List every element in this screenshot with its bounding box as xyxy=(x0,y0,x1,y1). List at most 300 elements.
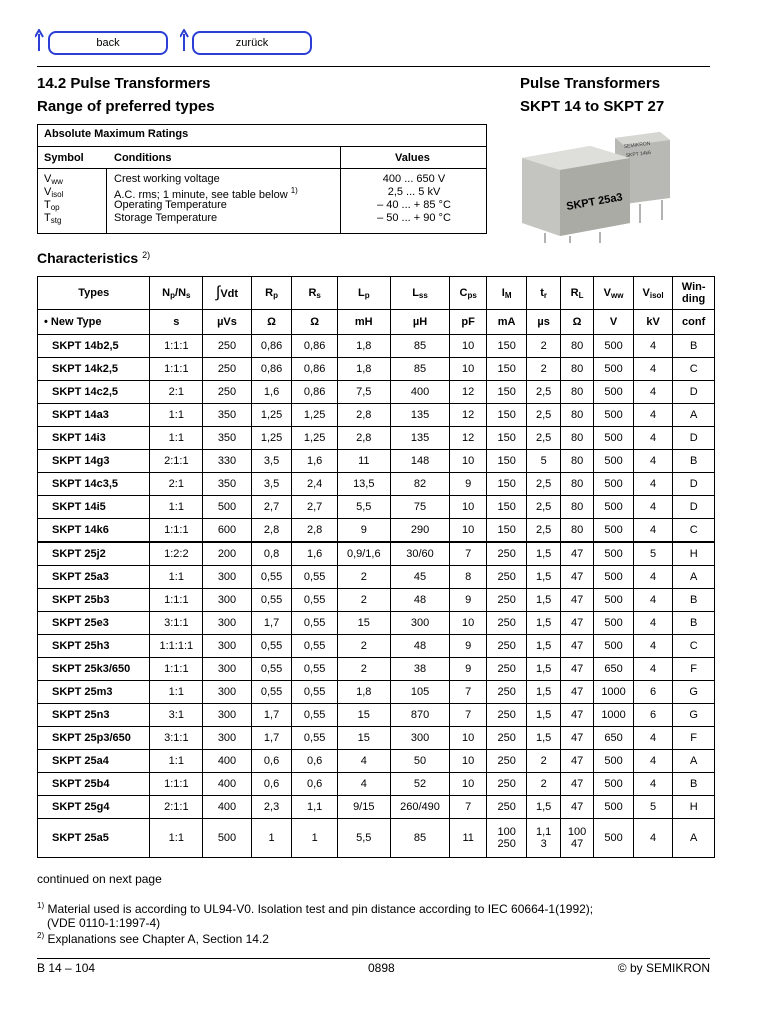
table-cell: 47 xyxy=(560,635,593,658)
table-row xyxy=(38,612,715,635)
table-cell: 0,86 xyxy=(251,335,292,358)
back-arrow-icon xyxy=(35,29,47,51)
table-cell: 5,5 xyxy=(337,819,390,858)
table-cell: A xyxy=(673,566,715,589)
table-cell: 4 xyxy=(337,773,390,796)
table-row xyxy=(38,542,715,566)
table-cell: SKPT 14i3 xyxy=(38,427,150,450)
table-cell: SKPT 25b3 xyxy=(38,589,150,612)
table-cell: B xyxy=(673,773,715,796)
header-4: $R_s$ xyxy=(292,277,338,310)
table-cell: 47 xyxy=(560,750,593,773)
table-cell: 47 xyxy=(560,542,593,566)
table-cell: 10 xyxy=(450,358,486,381)
table-cell: 500 xyxy=(594,519,634,543)
table-cell: SKPT 14c2,5 xyxy=(38,381,150,404)
table-cell: 2:1:1 xyxy=(150,450,203,473)
header-13: Win- ding xyxy=(673,277,715,310)
footnote-2: $^{2)}$ Explanations see Chapter A, Section 14.2 xyxy=(37,931,269,946)
amr-value: – 40 ... + 85 °C xyxy=(377,199,451,211)
table-cell: G xyxy=(673,704,715,727)
table-cell: 2,5 xyxy=(527,427,560,450)
table-cell: SKPT 14a3 xyxy=(38,404,150,427)
table-cell: 5 xyxy=(527,450,560,473)
table-cell: 1,25 xyxy=(251,404,292,427)
table-cell: 4 xyxy=(633,473,673,496)
table-cell: 500 xyxy=(594,496,634,519)
header-7: $C_{ps}$ xyxy=(450,277,486,310)
table-cell: 38 xyxy=(390,658,450,681)
amr-symbol: $V_{ww}$ xyxy=(44,173,63,186)
table-cell: A xyxy=(673,819,715,858)
table-cell: 300 xyxy=(203,658,252,681)
table-cell: 0,55 xyxy=(292,566,338,589)
table-cell: 650 xyxy=(594,658,634,681)
table-cell: 4 xyxy=(633,635,673,658)
table-cell: 500 xyxy=(594,450,634,473)
table-cell: 148 xyxy=(390,450,450,473)
table-cell: 1,6 xyxy=(292,450,338,473)
page-number: B 14 – 104 xyxy=(37,961,96,975)
photo-label-front: SKPT 25a3 xyxy=(565,191,624,213)
unit-1: s xyxy=(150,310,203,335)
photo-label-back-2: SKPT 14k6 xyxy=(625,149,652,159)
unit-6: µH xyxy=(390,310,450,335)
table-cell: 300 xyxy=(390,612,450,635)
table-cell: SKPT 25p3/650 xyxy=(38,727,150,750)
zurueck-arrow-icon xyxy=(180,29,192,51)
table-cell: 100 47 xyxy=(560,819,593,858)
table-cell: 1,8 xyxy=(337,335,390,358)
table-cell: 100 250 xyxy=(486,819,527,858)
table-cell: 4 xyxy=(633,404,673,427)
table-cell: 1,8 xyxy=(337,358,390,381)
table-cell: 15 xyxy=(337,727,390,750)
table-cell: 15 xyxy=(337,704,390,727)
table-cell: 600 xyxy=(203,519,252,543)
table-cell: 11 xyxy=(337,450,390,473)
table-cell: 10 xyxy=(450,335,486,358)
table-row xyxy=(38,704,715,727)
table-cell: 300 xyxy=(390,727,450,750)
table-cell: 0,55 xyxy=(251,635,292,658)
table-cell: 1,5 xyxy=(527,589,560,612)
section-title: 14.2 Pulse Transformers xyxy=(37,75,211,92)
table-cell: 1,5 xyxy=(527,658,560,681)
table-cell: 1:1:1 xyxy=(150,519,203,543)
table-cell: 4 xyxy=(633,358,673,381)
table-cell: 500 xyxy=(594,566,634,589)
table-row xyxy=(38,819,715,858)
table-cell: 1:1:1 xyxy=(150,658,203,681)
header-11: $V_{ww}$ xyxy=(594,277,634,310)
table-cell: H xyxy=(673,542,715,566)
table-cell: SKPT 25e3 xyxy=(38,612,150,635)
table-cell: 80 xyxy=(560,404,593,427)
table-cell: 0,8 xyxy=(251,542,292,566)
table-row xyxy=(38,450,715,473)
amr-col-conditions: Conditions xyxy=(114,152,172,164)
table-cell: 250 xyxy=(486,704,527,727)
table-cell: 2 xyxy=(527,358,560,381)
table-cell: 80 xyxy=(560,427,593,450)
table-cell: 2,7 xyxy=(292,496,338,519)
table-cell: 85 xyxy=(390,819,450,858)
unit-12: kV xyxy=(633,310,673,335)
characteristics-title: Characteristics $^{2)}$ xyxy=(37,250,151,266)
table-cell: 75 xyxy=(390,496,450,519)
table-cell: 0,86 xyxy=(292,335,338,358)
table-cell: 500 xyxy=(594,635,634,658)
table-cell: 0,6 xyxy=(251,750,292,773)
table-cell: 2,8 xyxy=(337,404,390,427)
table-cell: 350 xyxy=(203,404,252,427)
table-cell: 47 xyxy=(560,566,593,589)
table-row xyxy=(38,589,715,612)
table-cell: D xyxy=(673,473,715,496)
table-cell: 9 xyxy=(450,635,486,658)
table-cell: 4 xyxy=(633,450,673,473)
table-cell: 11 xyxy=(450,819,486,858)
table-cell: 250 xyxy=(486,635,527,658)
table-cell: 330 xyxy=(203,450,252,473)
table-cell: 4 xyxy=(633,335,673,358)
table-cell: 500 xyxy=(594,404,634,427)
header-6: $L_{ss}$ xyxy=(390,277,450,310)
table-cell: 4 xyxy=(633,381,673,404)
table-cell: 80 xyxy=(560,358,593,381)
table-cell: 47 xyxy=(560,704,593,727)
table-cell: 2,5 xyxy=(527,381,560,404)
table-cell: 0,6 xyxy=(292,750,338,773)
table-cell: 0,86 xyxy=(292,358,338,381)
table-row xyxy=(38,773,715,796)
table-cell: 1,25 xyxy=(292,404,338,427)
table-cell: 9 xyxy=(450,589,486,612)
table-cell: 290 xyxy=(390,519,450,543)
table-cell: 1,5 xyxy=(527,612,560,635)
table-cell: 6 xyxy=(633,681,673,704)
table-cell: B xyxy=(673,589,715,612)
table-cell: 4 xyxy=(633,750,673,773)
table-cell: 7 xyxy=(450,796,486,819)
table-cell: 9 xyxy=(450,658,486,681)
table-cell: 4 xyxy=(633,427,673,450)
table-cell: 1:2:2 xyxy=(150,542,203,566)
table-cell: 500 xyxy=(203,819,252,858)
zurueck-button[interactable]: zurück xyxy=(192,31,312,55)
table-cell: 105 xyxy=(390,681,450,704)
table-cell: 870 xyxy=(390,704,450,727)
amr-condition: Crest working voltage xyxy=(114,173,220,185)
table-cell: 0,55 xyxy=(292,704,338,727)
table-cell: 9 xyxy=(337,519,390,543)
table-cell: A xyxy=(673,404,715,427)
table-cell: 1:1 xyxy=(150,819,203,858)
table-cell: 4 xyxy=(633,566,673,589)
table-cell: 0,55 xyxy=(292,635,338,658)
table-cell: SKPT 25j2 xyxy=(38,542,150,566)
table-cell: 1,5 xyxy=(527,542,560,566)
table-cell: 10 xyxy=(450,773,486,796)
table-cell: 2,3 xyxy=(251,796,292,819)
unit-8: mA xyxy=(486,310,527,335)
header-9: $t_r$ xyxy=(527,277,560,310)
table-cell: 7 xyxy=(450,542,486,566)
table-cell: 80 xyxy=(560,335,593,358)
table-cell: 10 xyxy=(450,727,486,750)
table-cell: SKPT 14i5 xyxy=(38,496,150,519)
table-cell: 2:1 xyxy=(150,381,203,404)
transformer-photo xyxy=(520,128,680,243)
amr-title: Absolute Maximum Ratings xyxy=(44,128,189,140)
continued-note: continued on next page xyxy=(37,872,162,886)
doc-code: 0898 xyxy=(368,961,395,975)
table-cell: 250 xyxy=(486,796,527,819)
table-cell: 80 xyxy=(560,496,593,519)
table-row xyxy=(38,635,715,658)
table-cell: 2 xyxy=(527,750,560,773)
table-cell: 0,55 xyxy=(292,658,338,681)
table-row xyxy=(38,519,715,543)
table-cell: 1,5 xyxy=(527,566,560,589)
table-cell: 10 xyxy=(450,612,486,635)
table-cell: 0,55 xyxy=(292,612,338,635)
unit-2: µVs xyxy=(203,310,252,335)
table-cell: A xyxy=(673,750,715,773)
table-cell: SKPT 14b2,5 xyxy=(38,335,150,358)
table-cell: 5,5 xyxy=(337,496,390,519)
table-cell: 10 xyxy=(450,450,486,473)
table-cell: 3:1 xyxy=(150,704,203,727)
table-cell: 2 xyxy=(527,773,560,796)
table-cell: 30/60 xyxy=(390,542,450,566)
table-cell: 0,55 xyxy=(292,727,338,750)
header-10: $R_L$ xyxy=(560,277,593,310)
table-cell: 2,5 xyxy=(527,404,560,427)
unit-11: V xyxy=(594,310,634,335)
unit-5: mH xyxy=(337,310,390,335)
table-cell: 1,1 3 xyxy=(527,819,560,858)
table-cell: 4 xyxy=(633,727,673,750)
table-cell: 2 xyxy=(337,658,390,681)
table-cell: 300 xyxy=(203,681,252,704)
table-cell: 10 xyxy=(450,496,486,519)
amr-condition: A.C. rms; 1 minute, see table below $^{1)}$ xyxy=(114,186,298,201)
header-0: Types xyxy=(38,277,150,310)
table-cell: 300 xyxy=(203,635,252,658)
table-cell: 500 xyxy=(594,335,634,358)
table-cell: 650 xyxy=(594,727,634,750)
table-cell: SKPT 25h3 xyxy=(38,635,150,658)
characteristics-table xyxy=(37,276,715,858)
table-cell: 4 xyxy=(633,612,673,635)
table-cell: 82 xyxy=(390,473,450,496)
unit-13: conf xyxy=(673,310,715,335)
bottom-rule xyxy=(37,958,710,959)
table-cell: 150 xyxy=(486,496,527,519)
table-cell: 45 xyxy=(390,566,450,589)
table-cell: 2,5 xyxy=(527,496,560,519)
table-cell: B xyxy=(673,612,715,635)
table-cell: 400 xyxy=(203,773,252,796)
table-cell: 150 xyxy=(486,450,527,473)
unit-9: µs xyxy=(527,310,560,335)
table-cell: 1,6 xyxy=(292,542,338,566)
table-cell: 2,8 xyxy=(251,519,292,543)
amr-col-symbol: Symbol xyxy=(44,152,84,164)
table-row xyxy=(38,681,715,704)
table-cell: 80 xyxy=(560,473,593,496)
table-cell: 250 xyxy=(486,727,527,750)
table-cell: 85 xyxy=(390,335,450,358)
table-cell: 1,5 xyxy=(527,796,560,819)
table-cell: 2 xyxy=(337,589,390,612)
table-cell: SKPT 14k2,5 xyxy=(38,358,150,381)
table-cell: 150 xyxy=(486,404,527,427)
table-cell: 1:1 xyxy=(150,427,203,450)
photo-label-back-1: SEMIKRON xyxy=(623,140,651,150)
table-cell: 0,55 xyxy=(251,589,292,612)
table-cell: SKPT 25n3 xyxy=(38,704,150,727)
table-cell: 2,8 xyxy=(292,519,338,543)
table-cell: 500 xyxy=(594,750,634,773)
copyright: © by SEMIKRON xyxy=(617,961,710,975)
table-row xyxy=(38,750,715,773)
table-row xyxy=(38,566,715,589)
table-cell: 2,7 xyxy=(251,496,292,519)
table-cell: 2 xyxy=(337,635,390,658)
table-cell: 500 xyxy=(594,427,634,450)
table-cell: 0,6 xyxy=(292,773,338,796)
unit-3: Ω xyxy=(251,310,292,335)
table-row xyxy=(38,427,715,450)
table-cell: 300 xyxy=(203,589,252,612)
table-cell: F xyxy=(673,727,715,750)
back-button[interactable]: back xyxy=(48,31,168,55)
table-cell: SKPT 25a5 xyxy=(38,819,150,858)
table-cell: SKPT 25b4 xyxy=(38,773,150,796)
table-cell: 7 xyxy=(450,681,486,704)
top-rule xyxy=(37,66,710,67)
table-cell: 250 xyxy=(486,658,527,681)
table-cell: 4 xyxy=(633,819,673,858)
table-cell: 47 xyxy=(560,727,593,750)
product-range: SKPT 14 to SKPT 27 xyxy=(520,98,665,115)
header-8: $I_M$ xyxy=(486,277,527,310)
table-cell: 2 xyxy=(337,566,390,589)
table-cell: 5 xyxy=(633,542,673,566)
table-cell: 1:1 xyxy=(150,496,203,519)
table-cell: SKPT 25a4 xyxy=(38,750,150,773)
table-cell: SKPT 25g4 xyxy=(38,796,150,819)
table-cell: 500 xyxy=(594,381,634,404)
table-row xyxy=(38,473,715,496)
table-cell: 1:1 xyxy=(150,750,203,773)
table-cell: H xyxy=(673,796,715,819)
table-cell: 250 xyxy=(486,589,527,612)
table-cell: 3,5 xyxy=(251,450,292,473)
table-row xyxy=(38,381,715,404)
table-cell: B xyxy=(673,335,715,358)
table-cell: G xyxy=(673,681,715,704)
table-cell: 400 xyxy=(203,750,252,773)
table-cell: 1000 xyxy=(594,681,634,704)
table-cell: 250 xyxy=(486,542,527,566)
table-cell: SKPT 25a3 xyxy=(38,566,150,589)
amr-condition: Storage Temperature xyxy=(114,212,218,224)
unit-10: Ω xyxy=(560,310,593,335)
table-cell: 5 xyxy=(633,796,673,819)
table-cell: 48 xyxy=(390,635,450,658)
table-cell: 250 xyxy=(486,750,527,773)
table-cell: 12 xyxy=(450,381,486,404)
table-cell: 200 xyxy=(203,542,252,566)
table-cell: 0,55 xyxy=(251,658,292,681)
header-2: ∫Vdt xyxy=(203,277,252,310)
table-cell: 4 xyxy=(633,589,673,612)
table-cell: 2 xyxy=(527,335,560,358)
table-cell: 500 xyxy=(594,612,634,635)
table-cell: 4 xyxy=(633,496,673,519)
table-cell: 500 xyxy=(594,796,634,819)
table-cell: 4 xyxy=(633,773,673,796)
table-cell: 300 xyxy=(203,612,252,635)
table-cell: 47 xyxy=(560,658,593,681)
unit-0: • New Type xyxy=(38,310,150,335)
table-cell: 7,5 xyxy=(337,381,390,404)
table-cell: 3:1:1 xyxy=(150,727,203,750)
header-1: $N_p/N_s$ xyxy=(150,277,203,310)
table-cell: 500 xyxy=(203,496,252,519)
table-cell: 0,55 xyxy=(292,589,338,612)
table-cell: 300 xyxy=(203,727,252,750)
table-cell: D xyxy=(673,427,715,450)
table-cell: 3:1:1 xyxy=(150,612,203,635)
table-cell: 500 xyxy=(594,773,634,796)
amr-symbol: $V_{isol}$ xyxy=(44,186,64,199)
table-cell: 2,4 xyxy=(292,473,338,496)
table-cell: 500 xyxy=(594,542,634,566)
table-cell: 47 xyxy=(560,773,593,796)
table-cell: 135 xyxy=(390,427,450,450)
table-cell: 150 xyxy=(486,519,527,543)
product-title: Pulse Transformers xyxy=(520,75,661,92)
header-12: $V_{isol}$ xyxy=(633,277,673,310)
amr-condition: Operating Temperature xyxy=(114,199,227,211)
table-cell: 48 xyxy=(390,589,450,612)
table-cell: 47 xyxy=(560,612,593,635)
table-cell: 47 xyxy=(560,681,593,704)
table-cell: 1:1 xyxy=(150,404,203,427)
amr-col-values: Values xyxy=(395,152,430,164)
unit-4: Ω xyxy=(292,310,338,335)
table-cell: 1,6 xyxy=(251,381,292,404)
table-cell: 9 xyxy=(450,473,486,496)
table-cell: 1,5 xyxy=(527,704,560,727)
header-5: $L_p$ xyxy=(337,277,390,310)
table-cell: 13,5 xyxy=(337,473,390,496)
table-cell: 0,55 xyxy=(251,681,292,704)
table-cell: 1,7 xyxy=(251,612,292,635)
table-cell: 1,8 xyxy=(337,681,390,704)
table-cell: 250 xyxy=(203,335,252,358)
footnote-1: $^{1)}$ Material used is according to UL94-V0. Isolation test and pin distance according to IEC 60664-1(1992); (VDE 0110-1:1997-4) xyxy=(37,901,594,930)
table-cell: 500 xyxy=(594,358,634,381)
table-cell: B xyxy=(673,450,715,473)
table-cell: 150 xyxy=(486,335,527,358)
table-cell: 300 xyxy=(203,704,252,727)
